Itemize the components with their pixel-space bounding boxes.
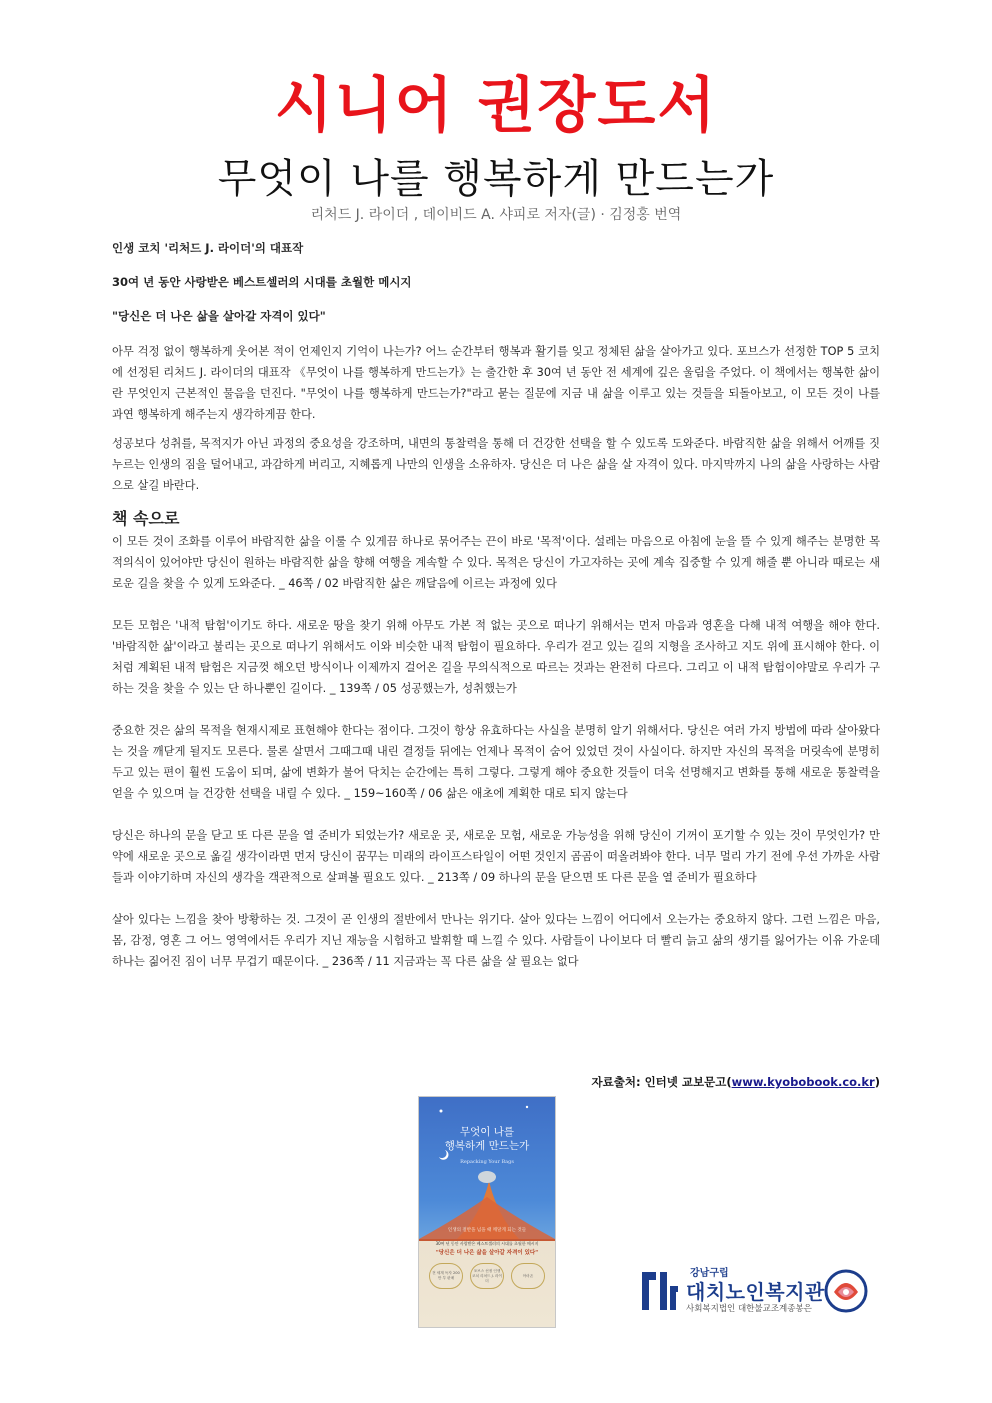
excerpt-paragraph: 살아 있다는 느낌을 찾아 방황하는 것. 그것이 곧 인생의 절반에서 만나는 위기다. 살아 있다는 느낌이 어디에서 오는가는 중요하지 않다. 그런 느낌은 마음, 몸, 감정, 영혼 그 어느 영역에서든 우리가 지닌 재능을 시험하고 발휘할 때 느낄 수 있다. 사람들이 나이보다 더 빨리 늙고 삶의 생기를 잃어가는 이유 가운데 하나는 짊어진 짐이 너무 무겁기 때문이다. _ 236쪽 / 11 지금과는 꼭 다른 삶을 살 필요는 없다 (112, 913, 880, 968)
article-body (112, 240, 880, 972)
book-author: 리처드 J. 라이더 , 데이비드 A. 샤피로 저자(글) · 김정홍 번역 (310, 207, 682, 223)
logo-mark-icon (638, 1266, 682, 1316)
organization-logo (638, 1262, 878, 1320)
cover-band-text: 인생의 절반을 넘을 때 깨달게 되는 것들 (447, 1228, 527, 1233)
excerpt-paragraph: 모든 모험은 '내적 탐험'이기도 하다. 새로운 땅을 찾기 위해 아무도 가본 적 없는 곳으로 떠나기 위해서는 먼저 마음과 영혼을 다해 내적 여행을 해야 한다. '바람직한 삶'이라고 불리는 곳으로 떠나기 위해서도 이와 비슷한 내적 탐험이 필요하다. 우리가 걷고 있는 길의 지형을 조사하고 지도 위에 표시해야 한다. 이처럼 계획된 내적 탐험은 지금껏 해오던 방식이나 이제까지 걸어온 길을 무의식적으로 따르는 것과는 완전히 다르다. 그리고 이 내적 탐험이야말로 우리가 구하는 것을 찾을 수 있는 단 하나뿐인 길이다. _ 139쪽 / 05 성공했는가, 성취했는가 (112, 619, 880, 695)
source-link[interactable]: www.kyobobook.co.kr (731, 1075, 875, 1089)
intro-paragraph: 아무 걱정 없이 행복하게 웃어본 적이 언제인지 기억이 나는가? 어느 순간부터 행복과 활기를 잊고 정체된 삶을 살아가고 있다. 포브스가 선정한 TOP 5 코치에 선정된 리처드 J. 라이더의 대표작 《무엇이 나를 행복하게 만드는가》는 출간한 후 30여 년 동안 전 세계에 깊은 울림을 주었다. 이 책에서는 행복한 삶이란 무엇인지 근본적인 물음을 던진다. "무엇이 나를 행복하게 만드는가?"라고 묻는 질문에 지금 내 삶을 이루고 있는 것들을 되돌아보고, 이 모든 것이 나를 과연 행복하게 해주는지 생각하게끔 한다. (112, 345, 880, 421)
excerpt-paragraph: 중요한 것은 삶의 목적을 현재시제로 표현해야 한다는 점이다. 그것이 항상 유효하다는 사실을 분명히 알기 위해서다. 당신은 여러 가지 방법에 따라 살아왔다는 것을 깨닫게 될지도 모른다. 물론 살면서 그때그때 내린 결정들 뒤에는 언제나 목적이 숨어 있었던 것이 사실이다. 하지만 자신의 목적을 머릿속에 분명히 두고 있는 편이 훨씬 도움이 되며, 삶에 변화가 불어 닥치는 순간에는 특히 그렇다. 그렇게 해야 중요한 것들이 더욱 선명해지고 변화를 통해 새로운 통찰력을 얻을 수 있으며 늘 건강한 선택을 내릴 수 있다. _ 159~160쪽 / 06 삶은 애초에 계획한 대로 되지 않는다 (112, 724, 880, 800)
highlight-line: 인생 코치 '리처드 J. 라이더'의 대표작 (112, 241, 304, 255)
page-title: 시니어 권장도서 (274, 71, 718, 141)
source-close: ) (874, 1075, 880, 1089)
logo-org-sub: 사회복지법인 대한불교조계종봉은 (686, 1304, 812, 1314)
source-credit (592, 1074, 880, 1090)
section-heading: 책 속으로 (112, 509, 180, 528)
excerpt-paragraph: 당신은 하나의 문을 닫고 또 다른 문을 열 준비가 되었는가? 새로운 곳, 새로운 모험, 새로운 가능성을 위해 당신이 기꺼이 포기할 수 있는 것이 무엇인가? 만약에 새로운 곳으로 옮길 생각이라면 먼저 당신이 꿈꾸는 미래의 라이프스타일이 어떤 것인지 곰곰이 떠올려봐야 한다. 너무 멀리 가기 전에 우선 가까운 사람들과 이야기하며 자신의 생각을 객관적으로 살펴볼 필요도 있다. _ 213쪽 / 09 하나의 문을 닫으면 또 다른 문을 열 준비가 필요하다 (112, 829, 880, 884)
source-label: 자료출처: 인터넷 교보문고( (591, 1075, 732, 1089)
logo-org-name: 대치노인복지관 (686, 1280, 825, 1304)
excerpt-paragraph: 이 모든 것이 조화를 이루어 바람직한 삶을 이룰 수 있게끔 하나로 묶어주는 끈이 바로 '목적'이다. 설레는 마음으로 아침에 눈을 뜰 수 있게 해주는 분명한 목적의식이 있어야만 당신이 원하는 바람직한 삶을 향해 여행을 계속할 수 있다. 목적은 당신이 가고자하는 곳에 계속 집중할 수 있게 해줄 뿐 아니라 때로는 새로운 길을 찾을 수 있게 도와준다. _ 46쪽 / 02 바람직한 삶은 깨달음에 이르는 과정에 있다 (112, 535, 880, 590)
cover-title (419, 1125, 555, 1153)
cover-title-line: 행복하게 만드는가 (444, 1140, 530, 1152)
award-badge: 포브스 선정 인생 코치 리처드 J. 라이더 (470, 1263, 504, 1289)
intro-paragraph: 성공보다 성취를, 목적지가 아닌 과정의 중요성을 강조하며, 내면의 통찰력을 통해 더 건강한 선택을 할 수 있도록 도와준다. 바람직한 삶을 위해서 어깨를 짓누르는 인생의 짐을 덜어내고, 과감하게 버리고, 지혜롭게 나만의 인생을 소유하자. 당신은 더 나은 삶을 살 자격이 있다. 마지막까지 나의 삶을 사랑하는 사람으로 살길 바란다. (112, 437, 880, 492)
logo-org-top: 강남구립 (690, 1268, 729, 1279)
highlight-line: 30여 년 동안 사랑받은 베스트셀러의 시대를 초월한 메시지 (112, 275, 412, 289)
cover-title-line: 무엇이 나를 (459, 1126, 515, 1138)
award-badge: 전 세계 독자 200만 부 판매 (429, 1263, 463, 1289)
cover-blurb: 30여 년 동안 사랑받은 베스트셀러의 시대를 초월한 메시지 (435, 1241, 539, 1246)
award-badge: 아마존 (511, 1263, 545, 1289)
book-title: 무엇이 나를 행복하게 만드는가 (217, 156, 775, 202)
cover-awards (429, 1263, 545, 1289)
book-cover-image (418, 1096, 556, 1328)
cover-quote: "당신은 더 나은 삶을 살아갈 자격이 있다" (435, 1250, 539, 1256)
cover-subtitle: Repacking Your Bags (460, 1159, 514, 1165)
lotus-emblem-icon (822, 1268, 870, 1314)
highlight-line: "당신은 더 나은 삶을 살아갈 자격이 있다" (112, 309, 326, 323)
